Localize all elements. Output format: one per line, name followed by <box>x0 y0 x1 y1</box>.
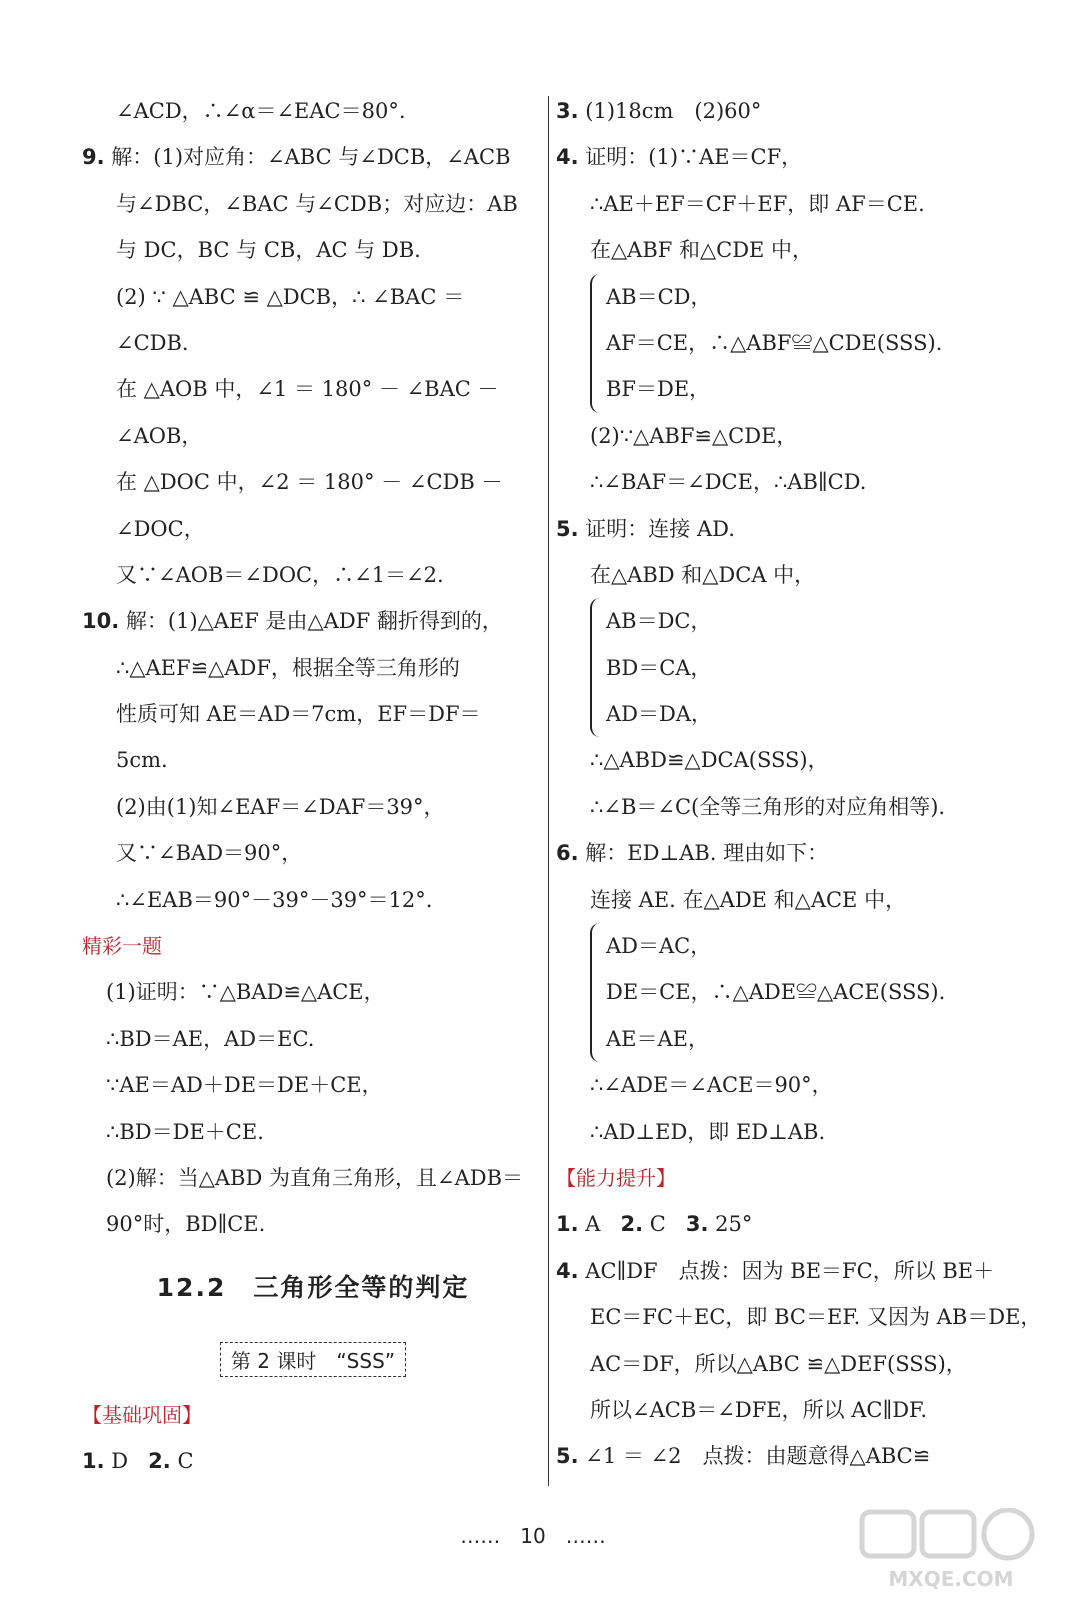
answers-row <box>556 1201 1016 1247</box>
text-line: ∠DOC， <box>116 516 205 541</box>
text-line: ∴∠BAF＝∠DCE，∴AB∥CD. <box>590 470 867 495</box>
text-line: (2)∵△ABF≌△CDE， <box>590 423 798 448</box>
question-number: 6. <box>556 841 579 866</box>
text-line: 与 DC，BC 与 CB，AC 与 DB. <box>116 238 421 263</box>
text-line: 与∠DBC，∠BAC 与∠CDB；对应边：AB <box>116 191 518 216</box>
question-number: 4. <box>556 145 579 170</box>
text-line: ∵AE＝AD＋DE＝DE＋CE， <box>106 1073 383 1098</box>
question-number: 2. <box>148 1449 171 1474</box>
question-number: 3. <box>685 1212 709 1237</box>
text-line: 所以∠ACB＝∠DFE，所以 AC∥DF. <box>590 1397 928 1422</box>
page-number: …… 10 …… <box>460 1524 606 1548</box>
text-line: ∴AE＋EF＝CF＋EF，即 AF＝CE. <box>590 191 925 216</box>
text-line: 在 △AOB 中，∠1 ＝ 180° － ∠BAC － <box>116 377 499 402</box>
text-line: ∴BD＝DE＋CE. <box>106 1119 264 1144</box>
right-column <box>556 88 1042 1480</box>
text-line: 90°时，BD∥CE. <box>106 1212 266 1237</box>
text-line: 解：(1)△AEF 是由△ADF 翻折得到的， <box>125 609 503 634</box>
section-title: 12.2 三角形全等的判定 <box>156 1272 470 1302</box>
question-number: 2. <box>620 1212 644 1237</box>
system-row: AB＝CD， <box>606 284 712 309</box>
text-line: (2)解：当△ABD 为直角三角形，且∠ADB＝ <box>106 1165 524 1190</box>
lesson-box-wrap <box>82 1328 544 1392</box>
system-row: BF＝DE， <box>606 377 711 402</box>
brace-icon <box>590 923 604 1062</box>
brace-icon <box>590 598 604 737</box>
brace-icon <box>590 274 604 413</box>
question-4 <box>556 134 1016 180</box>
question-number: 3. <box>556 99 579 123</box>
system-row: AD＝AC， <box>606 934 712 959</box>
text-line: AC∥DF 点拨：因为 BE＝FC，所以 BE＋ <box>585 1258 995 1283</box>
system-row: DE＝CE，∴△ADE≌△ACE(SSS). <box>606 980 946 1005</box>
text-line: EC＝FC＋EC，即 BC＝EF. 又因为 AB＝DE， <box>590 1305 1042 1330</box>
text-line: ∴∠ADE＝∠ACE＝90°， <box>590 1073 833 1098</box>
nengli-question-4 <box>556 1248 1016 1294</box>
text-line: 证明：连接 AD. <box>585 516 735 541</box>
question-number: 1. <box>82 1449 105 1474</box>
question-number: 9. <box>82 145 105 170</box>
question-5 <box>556 506 1016 552</box>
question-number: 10. <box>82 609 120 634</box>
question-number: 1. <box>556 1212 579 1237</box>
system-row: AF＝CE，∴△ABF≌△CDE(SSS). <box>606 330 943 355</box>
question-6 <box>556 830 1016 876</box>
question-number: 5. <box>556 516 579 541</box>
column-divider <box>548 96 549 1486</box>
text-line: (2)由(1)知∠EAF＝∠DAF＝39°， <box>116 794 445 819</box>
system-row: AE＝AE， <box>606 1026 709 1051</box>
text-line: (1)18cm (2)60° <box>585 99 762 123</box>
system-row: AB＝DC， <box>606 609 712 634</box>
text-line: 证明：(1)∵AE＝CF， <box>585 145 803 170</box>
section-heading-jingcai: 精彩一题 <box>82 934 162 959</box>
question-3 <box>556 88 1016 134</box>
text-line: ∴∠EAB＝90°－39°－39°＝12°. <box>116 887 433 912</box>
text-line: ∴AD⊥ED，即 ED⊥AB. <box>590 1119 826 1144</box>
text-line: ∠1 ＝ ∠2 点拨：由题意得△ABC≌ <box>585 1444 931 1469</box>
answer: A <box>585 1212 601 1237</box>
text-line: ∠ACD，∴∠α＝∠EAC＝80°. <box>116 99 406 123</box>
question-number: 4. <box>556 1258 579 1283</box>
text-line: ∴∠B＝∠C(全等三角形的对应角相等). <box>590 794 946 819</box>
watermark-text: MXQE.COM <box>888 1567 1014 1591</box>
text-line: 在 △DOC 中，∠2 ＝ 180° － ∠CDB － <box>116 470 503 495</box>
question-10 <box>82 598 544 644</box>
system-row: BD＝CA， <box>606 655 712 680</box>
text-line: 解：ED⊥AB. 理由如下： <box>585 841 829 866</box>
answer: D <box>111 1449 129 1474</box>
question-number: 5. <box>556 1444 579 1469</box>
text-line: ∴△ABD≌△DCA(SSS)， <box>590 748 829 773</box>
text-line: 在△ABF 和△CDE 中， <box>590 238 814 263</box>
equation-system <box>556 598 1016 737</box>
answers-row <box>82 1438 544 1484</box>
lesson-box: 第 2 课时 “SSS” <box>220 1342 406 1377</box>
answer: C <box>177 1449 194 1474</box>
system-row: AD＝DA， <box>606 702 713 727</box>
nengli-question-5 <box>556 1433 1016 1479</box>
section-heading-jichu: 【基础巩固】 <box>82 1402 202 1427</box>
section-heading-nengli: 【能力提升】 <box>556 1165 676 1190</box>
left-column <box>82 88 544 1485</box>
text-line: AC＝DF，所以△ABC ≌△DEF(SSS)， <box>590 1351 967 1376</box>
watermark-logo-icon <box>856 1508 1046 1592</box>
text-line: 解：(1)对应角：∠ABC 与∠DCB，∠ACB <box>111 145 511 170</box>
answer: 25° <box>715 1212 753 1237</box>
equation-system <box>556 274 1016 413</box>
text-line: ∴BD＝AE，AD＝EC. <box>106 1026 315 1051</box>
text-line: 在△ABD 和△DCA 中， <box>590 562 816 587</box>
question-9 <box>82 134 544 180</box>
text-line: 连接 AE. 在△ADE 和△ACE 中， <box>590 887 907 912</box>
text-line: (1)证明：∵△BAD≌△ACE， <box>106 980 385 1005</box>
text-line: ∴△AEF≌△ADF，根据全等三角形的 <box>116 655 460 680</box>
text-line: 又∵∠AOB＝∠DOC，∴∠1＝∠2. <box>116 562 444 587</box>
text-line: 5cm. <box>116 748 168 773</box>
text-line: ∠AOB， <box>116 423 203 448</box>
text-line: 性质可知 AE＝AD＝7cm，EF＝DF＝ <box>116 702 481 727</box>
answer: C <box>649 1212 666 1237</box>
equation-system <box>556 923 1016 1062</box>
text-line: 又∵∠BAD＝90°， <box>116 841 303 866</box>
text-line: ∠CDB. <box>116 330 189 355</box>
text-line: (2) ∵ △ABC ≌ △DCB，∴ ∠BAC ＝ <box>116 284 465 309</box>
